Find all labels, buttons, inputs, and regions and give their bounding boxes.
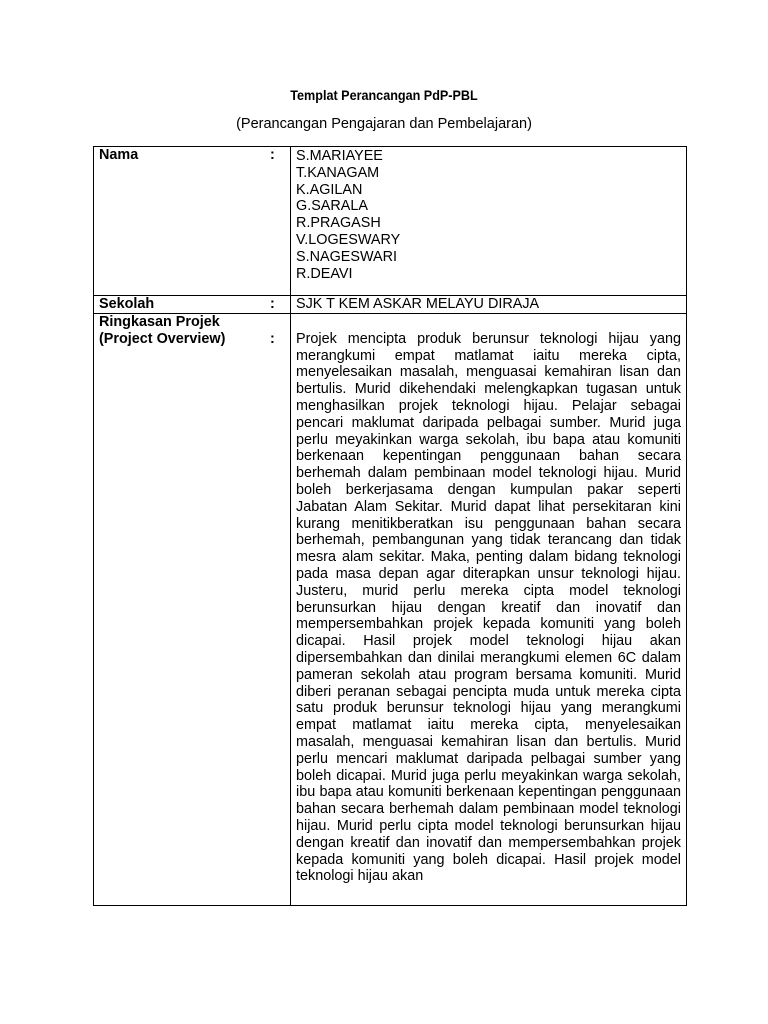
ringkasan-row (94, 313, 687, 905)
list-item: K.AGILAN (296, 181, 363, 198)
list-item: S.MARIAYEE (296, 148, 383, 164)
sekolah-value-cell (291, 296, 687, 314)
list-item: G.SARALA (296, 198, 368, 215)
nama-value-cell (291, 147, 687, 296)
ringkasan-value-cell (291, 313, 687, 905)
list-item: R.PRAGASH (296, 215, 381, 232)
ringkasan-colon: : (270, 330, 275, 347)
nama-label: Nama (99, 147, 139, 163)
list-item: T.KANAGAM (296, 164, 380, 181)
nama-row (94, 147, 687, 296)
sekolah-label-cell (94, 296, 291, 314)
sekolah-colon: : (270, 296, 275, 312)
ringkasan-label: Ringkasan Projek (99, 313, 220, 330)
list-item: R.DEAVI (296, 265, 353, 282)
document-title: Templat Perancangan PdP-PBL (290, 87, 478, 103)
nama-label-cell (94, 147, 291, 296)
nama-colon: : (270, 147, 275, 163)
list-item: S.NAGESWARI (296, 248, 398, 265)
sekolah-row (94, 296, 687, 314)
ringkasan-label-cell (94, 313, 291, 905)
project-overview-text: Projek mencipta produk berunsur teknologi hijau yang merangkumi empat matlamat iaitu mereka cipta, menyelesaikan masalah, menguasai kemahiran lisan dan bertulis. Murid dikehendaki melengkapkan tugasan untuk menghasilkan projek teknologi hijau. Pelajar sebagai pencari maklumat daripada pelbagai sumber. Murid juga perlu meyakinkan warga sekolah, ibu bapa atau komuniti berkenaan kepentingan penggunaan bahan secara berhemah dalam pembinaan model teknologi hijau. Murid boleh berkerjasama dengan kumpulan pakar seperti Jabatan Alam Sekitar. Murid dapat lihat persekitaran kini kurang menitikberatkan isu penggunaan bahan secara berhemah, pembangunan yang tidak terancang dan tidak mesra alam sekitar. Maka, penting dalam bidang teknologi pada masa depan agar diterapkan unsur teknologi hijau. Justeru, murid perlu mereka cipta model teknologi berunsurkan hijau dengan kreatif dan inovatif dan mempersembahkan projek kepada komuniti yang boleh dicapai. Hasil projek model teknologi hijau akan dipersembahkan dan dinilai merangkumi elemen 6C dalam pameran sekolah atau program bersama komuniti. Murid diberi peranan sebagai pencipta muda untuk mereka cipta satu produk berunsur teknologi hijau yang merangkumi empat matlamat iaitu mereka cipta, menyelesaikan masalah, menguasai kemahiran lisan dan bertulis. Murid perlu mencari maklumat daripada pelbagai sumber yang boleh dicapai. Murid juga perlu meyakinkan warga sekolah, ibu bapa atau komuniti berkenaan kepentingan penggunaan bahan secara berhemah dalam pembinaan model teknologi hijau. Murid perlu cipta model teknologi berunsurkan hijau dengan kreatif dan inovatif dan mempersembahkan projek kepada komuniti yang boleh dicapai. Hasil projek model teknologi hijau akan (296, 330, 681, 885)
sekolah-label: Sekolah (99, 296, 155, 312)
list-item: V.LOGESWARY (296, 231, 401, 248)
sekolah-value: SJK T KEM ASKAR MELAYU DIRAJA (296, 296, 540, 312)
ringkasan-label-english: (Project Overview) (99, 330, 226, 347)
name-list (296, 147, 681, 282)
document-subtitle: (Perancangan Pengajaran dan Pembelajaran) (236, 116, 532, 132)
planning-form-table (93, 146, 687, 906)
